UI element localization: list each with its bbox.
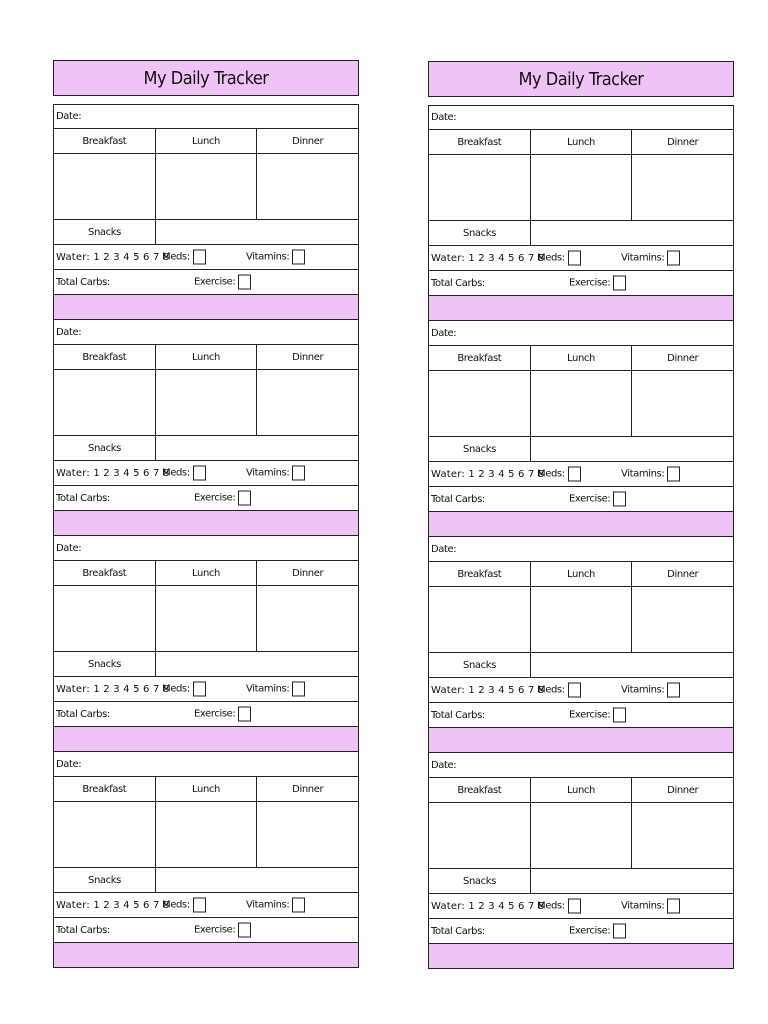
meal-entry-row (429, 803, 733, 869)
snacks-row (429, 653, 733, 678)
date-label: Date: (56, 326, 82, 338)
meds-group (162, 898, 206, 913)
meal-entry-row (429, 587, 733, 653)
tracker-left (53, 60, 359, 968)
dinner-header: Dinner (667, 352, 699, 364)
snacks-field[interactable] (156, 220, 358, 244)
snacks-row (429, 869, 733, 894)
exercise-checkbox[interactable] (238, 491, 251, 506)
total-carbs-label: Total Carbs: (431, 277, 485, 289)
vitamins-checkbox[interactable] (667, 251, 680, 266)
breakfast-field[interactable] (54, 370, 156, 435)
separator-strip (429, 728, 733, 753)
day-block (428, 105, 734, 321)
vitamins-checkbox[interactable] (292, 898, 305, 913)
snacks-label: Snacks (54, 652, 156, 676)
meds-label: Meds: (162, 683, 190, 695)
vitamins-checkbox[interactable] (667, 899, 680, 914)
snacks-label: Snacks (54, 868, 156, 892)
dinner-field[interactable] (257, 802, 358, 867)
day-block (428, 321, 734, 537)
meal-entry-row (429, 371, 733, 437)
water-row (54, 245, 358, 270)
day-block (53, 752, 359, 968)
date-row[interactable] (429, 537, 733, 562)
snacks-row (54, 652, 358, 677)
snacks-row (54, 220, 358, 245)
snacks-field[interactable] (531, 437, 733, 461)
date-label: Date: (431, 327, 457, 339)
exercise-group (194, 923, 251, 938)
meds-label: Meds: (537, 900, 565, 912)
vitamins-checkbox[interactable] (292, 250, 305, 265)
carbs-row (54, 918, 358, 943)
dinner-header: Dinner (292, 567, 324, 579)
lunch-header: Lunch (156, 345, 258, 369)
meds-group (162, 250, 206, 265)
title-gap (428, 97, 734, 105)
meds-label: Meds: (162, 899, 190, 911)
snacks-label: Snacks (429, 869, 531, 893)
exercise-group (569, 924, 626, 939)
meds-checkbox[interactable] (568, 899, 581, 914)
breakfast-header: Breakfast (54, 129, 156, 153)
lunch-field[interactable] (156, 802, 258, 867)
water-label[interactable]: Water: 1 2 3 4 5 6 7 8 (431, 900, 545, 912)
lunch-field[interactable] (156, 370, 258, 435)
water-row (429, 678, 733, 703)
vitamins-label: Vitamins: (246, 251, 290, 263)
date-label: Date: (431, 112, 457, 123)
lunch-field[interactable] (531, 587, 633, 652)
date-label: Date: (56, 542, 82, 554)
snacks-row (429, 437, 733, 462)
meds-group (162, 466, 206, 481)
date-row[interactable] (54, 752, 358, 777)
vitamins-checkbox[interactable] (292, 682, 305, 697)
meds-group (537, 899, 581, 914)
date-row[interactable] (429, 753, 733, 778)
snacks-field[interactable] (156, 868, 358, 892)
lunch-field[interactable] (531, 803, 633, 868)
lunch-header: Lunch (531, 130, 633, 154)
water-row (54, 677, 358, 702)
dinner-header: Dinner (667, 136, 699, 148)
separator-strip (429, 944, 733, 969)
meal-entry-row (54, 154, 358, 220)
meds-label: Meds: (162, 467, 190, 479)
meds-group (537, 251, 581, 266)
water-label[interactable]: Water: 1 2 3 4 5 6 7 8 (56, 467, 170, 479)
date-row[interactable] (54, 104, 358, 129)
vitamins-checkbox[interactable] (292, 466, 305, 481)
meds-label: Meds: (537, 252, 565, 264)
exercise-label: Exercise: (569, 709, 611, 721)
dinner-field[interactable] (257, 154, 358, 219)
meds-label: Meds: (537, 684, 565, 696)
exercise-label: Exercise: (194, 492, 236, 504)
exercise-label: Exercise: (569, 925, 611, 937)
vitamins-group (246, 250, 305, 265)
separator-strip (429, 296, 733, 321)
exercise-label: Exercise: (569, 493, 611, 505)
vitamins-label: Vitamins: (246, 899, 290, 911)
lunch-header: Lunch (156, 777, 258, 801)
meds-checkbox[interactable] (193, 250, 206, 265)
total-carbs-label: Total Carbs: (431, 493, 485, 505)
exercise-checkbox[interactable] (613, 492, 626, 507)
breakfast-field[interactable] (429, 587, 531, 652)
snacks-row (54, 868, 358, 893)
lunch-field[interactable] (531, 155, 633, 220)
date-row[interactable] (54, 320, 358, 345)
snacks-field[interactable] (531, 869, 733, 893)
vitamins-checkbox[interactable] (667, 683, 680, 698)
meal-header-row (54, 777, 358, 802)
day-block (53, 104, 359, 320)
meal-header-row (429, 346, 733, 371)
carbs-row (429, 703, 733, 728)
meal-entry-row (54, 586, 358, 652)
vitamins-group (621, 467, 680, 482)
vitamins-group (246, 682, 305, 697)
separator-strip (54, 295, 358, 320)
breakfast-field[interactable] (429, 803, 531, 868)
lunch-field[interactable] (156, 586, 258, 651)
vitamins-label: Vitamins: (621, 900, 665, 912)
separator-strip (54, 943, 358, 968)
breakfast-header: Breakfast (54, 777, 156, 801)
snacks-row (54, 436, 358, 461)
snacks-row (429, 221, 733, 246)
water-label[interactable]: Water: 1 2 3 4 5 6 7 8 (431, 684, 545, 696)
meds-checkbox[interactable] (193, 898, 206, 913)
dinner-field[interactable] (257, 370, 358, 435)
exercise-label: Exercise: (194, 924, 236, 936)
day-block (428, 537, 734, 753)
meal-entry-row (54, 370, 358, 436)
breakfast-header: Breakfast (429, 778, 531, 802)
exercise-checkbox[interactable] (238, 707, 251, 722)
vitamins-group (621, 683, 680, 698)
lunch-header: Lunch (156, 129, 258, 153)
vitamins-group (246, 898, 305, 913)
dinner-field[interactable] (257, 586, 358, 651)
meds-checkbox[interactable] (193, 682, 206, 697)
exercise-label: Exercise: (194, 276, 236, 288)
day-block (428, 753, 734, 969)
dinner-field[interactable] (632, 587, 733, 652)
snacks-field[interactable] (156, 436, 358, 460)
exercise-group (569, 492, 626, 507)
dinner-header: Dinner (667, 784, 699, 796)
vitamins-group (621, 251, 680, 266)
water-label[interactable]: Water: 1 2 3 4 5 6 7 8 (56, 251, 170, 263)
meds-checkbox[interactable] (568, 251, 581, 266)
separator-strip (429, 512, 733, 537)
day-block (53, 536, 359, 752)
lunch-header: Lunch (156, 561, 258, 585)
total-carbs-label: Total Carbs: (56, 924, 110, 936)
meds-group (537, 467, 581, 482)
water-label[interactable]: Water: 1 2 3 4 5 6 7 8 (56, 899, 170, 911)
carbs-row (429, 919, 733, 944)
separator-strip (54, 511, 358, 536)
dinner-header: Dinner (667, 568, 699, 580)
date-label: Date: (56, 111, 82, 122)
date-row[interactable] (54, 536, 358, 561)
dinner-header: Dinner (292, 135, 324, 147)
lunch-header: Lunch (531, 346, 633, 370)
lunch-field[interactable] (156, 154, 258, 219)
vitamins-group (246, 466, 305, 481)
meal-entry-row (429, 155, 733, 221)
snacks-label: Snacks (54, 436, 156, 460)
tracker-title: My Daily Tracker (53, 60, 359, 96)
water-row (429, 246, 733, 271)
lunch-header: Lunch (531, 562, 633, 586)
vitamins-label: Vitamins: (246, 467, 290, 479)
snacks-field[interactable] (531, 221, 733, 245)
breakfast-field[interactable] (429, 371, 531, 436)
vitamins-label: Vitamins: (246, 683, 290, 695)
lunch-header: Lunch (531, 778, 633, 802)
exercise-label: Exercise: (194, 708, 236, 720)
meal-header-row (429, 778, 733, 803)
meal-header-row (429, 562, 733, 587)
meds-group (162, 682, 206, 697)
snacks-field[interactable] (531, 653, 733, 677)
exercise-checkbox[interactable] (613, 708, 626, 723)
vitamins-label: Vitamins: (621, 468, 665, 480)
carbs-row (54, 702, 358, 727)
title-gap (53, 96, 359, 104)
snacks-field[interactable] (156, 652, 358, 676)
total-carbs-label: Total Carbs: (431, 709, 485, 721)
carbs-row (429, 487, 733, 512)
dinner-header: Dinner (292, 351, 324, 363)
breakfast-header: Breakfast (429, 130, 531, 154)
exercise-checkbox[interactable] (238, 275, 251, 290)
meds-checkbox[interactable] (568, 683, 581, 698)
vitamins-checkbox[interactable] (667, 467, 680, 482)
dinner-field[interactable] (632, 803, 733, 868)
dinner-field[interactable] (632, 155, 733, 220)
vitamins-label: Vitamins: (621, 252, 665, 264)
exercise-checkbox[interactable] (613, 924, 626, 939)
vitamins-group (621, 899, 680, 914)
meal-entry-row (54, 802, 358, 868)
separator-strip (54, 727, 358, 752)
meds-checkbox[interactable] (568, 467, 581, 482)
meal-header-row (429, 130, 733, 155)
exercise-checkbox[interactable] (238, 923, 251, 938)
water-row (54, 893, 358, 918)
meds-checkbox[interactable] (193, 466, 206, 481)
dinner-field[interactable] (632, 371, 733, 436)
date-label: Date: (56, 758, 82, 770)
tracker-title: My Daily Tracker (428, 61, 734, 97)
carbs-row (54, 270, 358, 295)
lunch-field[interactable] (531, 371, 633, 436)
total-carbs-label: Total Carbs: (56, 276, 110, 288)
snacks-label: Snacks (54, 220, 156, 244)
carbs-row (429, 271, 733, 296)
breakfast-header: Breakfast (429, 562, 531, 586)
dinner-header: Dinner (292, 783, 324, 795)
meds-label: Meds: (162, 251, 190, 263)
date-label: Date: (431, 543, 457, 555)
day-block (53, 320, 359, 536)
exercise-group (194, 707, 251, 722)
vitamins-label: Vitamins: (621, 684, 665, 696)
exercise-group (194, 275, 251, 290)
breakfast-header: Breakfast (429, 346, 531, 370)
exercise-checkbox[interactable] (613, 276, 626, 291)
meds-label: Meds: (537, 468, 565, 480)
carbs-row (54, 486, 358, 511)
breakfast-field[interactable] (429, 155, 531, 220)
date-label: Date: (431, 759, 457, 771)
total-carbs-label: Total Carbs: (56, 492, 110, 504)
breakfast-field[interactable] (54, 586, 156, 651)
water-label[interactable]: Water: 1 2 3 4 5 6 7 8 (431, 252, 545, 264)
exercise-label: Exercise: (569, 277, 611, 289)
total-carbs-label: Total Carbs: (56, 708, 110, 720)
date-row[interactable] (429, 105, 733, 130)
exercise-group (569, 708, 626, 723)
water-row (54, 461, 358, 486)
snacks-label: Snacks (429, 221, 531, 245)
water-row (429, 894, 733, 919)
snacks-label: Snacks (429, 653, 531, 677)
exercise-group (194, 491, 251, 506)
total-carbs-label: Total Carbs: (431, 925, 485, 937)
water-row (429, 462, 733, 487)
breakfast-header: Breakfast (54, 345, 156, 369)
breakfast-header: Breakfast (54, 561, 156, 585)
date-row[interactable] (429, 321, 733, 346)
water-label[interactable]: Water: 1 2 3 4 5 6 7 8 (56, 683, 170, 695)
meds-group (537, 683, 581, 698)
snacks-label: Snacks (429, 437, 531, 461)
water-label[interactable]: Water: 1 2 3 4 5 6 7 8 (431, 468, 545, 480)
breakfast-field[interactable] (54, 154, 156, 219)
exercise-group (569, 276, 626, 291)
meal-header-row (54, 561, 358, 586)
meal-header-row (54, 345, 358, 370)
tracker-right (428, 61, 734, 969)
meal-header-row (54, 129, 358, 154)
breakfast-field[interactable] (54, 802, 156, 867)
